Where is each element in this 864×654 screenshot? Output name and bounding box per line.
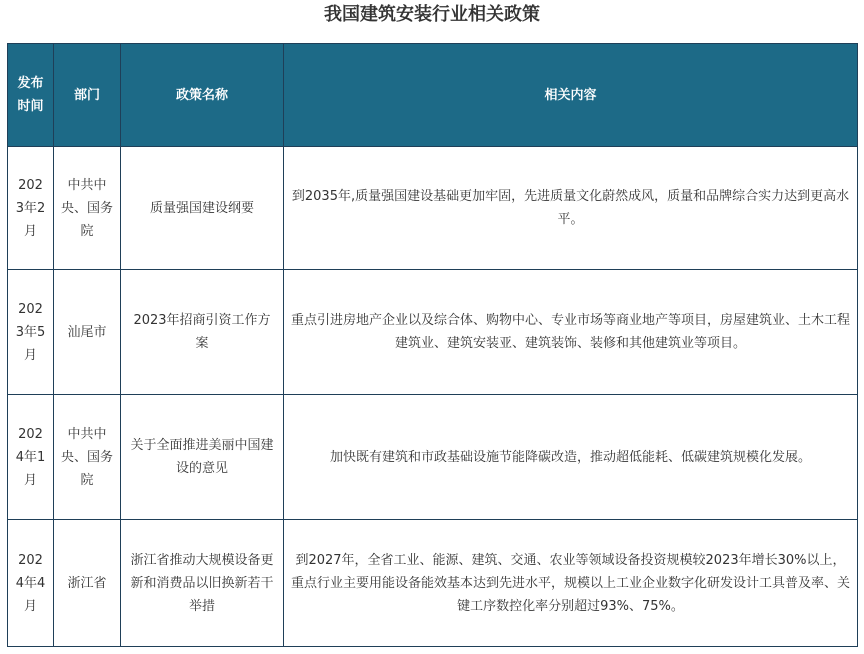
cell-time: 2023年5月 bbox=[8, 270, 54, 395]
header-dept: 部门 bbox=[54, 44, 121, 147]
header-time: 发布时间 bbox=[8, 44, 54, 147]
cell-content: 重点引进房地产企业以及综合体、购物中心、专业市场等商业地产等项目，房屋建筑业、土木工程建筑业、建筑安装亚、建筑装饰、装修和其他建筑业等项目。 bbox=[284, 270, 858, 395]
table-row bbox=[8, 520, 858, 647]
cell-content: 加快既有建筑和市政基础设施节能降碳改造，推动超低能耗、低碳建筑规模化发展。 bbox=[284, 395, 858, 520]
header-content: 相关内容 bbox=[284, 44, 858, 147]
table-header-row bbox=[8, 44, 858, 147]
cell-dept: 汕尾市 bbox=[54, 270, 121, 395]
cell-dept: 中共中央、国务院 bbox=[54, 395, 121, 520]
cell-name: 2023年招商引资工作方案 bbox=[121, 270, 284, 395]
cell-content: 到2035年,质量强国建设基础更加牢固，先进质量文化蔚然成风，质量和品牌综合实力达到更高水平。 bbox=[284, 147, 858, 270]
cell-name: 关于全面推进美丽中国建设的意见 bbox=[121, 395, 284, 520]
cell-time: 2024年1月 bbox=[8, 395, 54, 520]
cell-dept: 中共中央、国务院 bbox=[54, 147, 121, 270]
cell-time: 2024年4月 bbox=[8, 520, 54, 647]
header-name: 政策名称 bbox=[121, 44, 284, 147]
table-row bbox=[8, 270, 858, 395]
cell-time: 2023年2月 bbox=[8, 147, 54, 270]
policy-table bbox=[7, 43, 858, 647]
table-row bbox=[8, 395, 858, 520]
cell-content: 到2027年，全省工业、能源、建筑、交通、农业等领域设备投资规模较2023年增长30%以上，重点行业主要用能设备能效基本达到先进水平，规模以上工业企业数字化研发设计工具普及率、关键工序数控化率分别超过93%、75%。 bbox=[284, 520, 858, 647]
cell-dept: 浙江省 bbox=[54, 520, 121, 647]
table-row bbox=[8, 147, 858, 270]
page-title: 我国建筑安装行业相关政策 bbox=[324, 4, 540, 25]
cell-name: 质量强国建设纲要 bbox=[121, 147, 284, 270]
cell-name: 浙江省推动大规模设备更新和消费品以旧换新若干举措 bbox=[121, 520, 284, 647]
